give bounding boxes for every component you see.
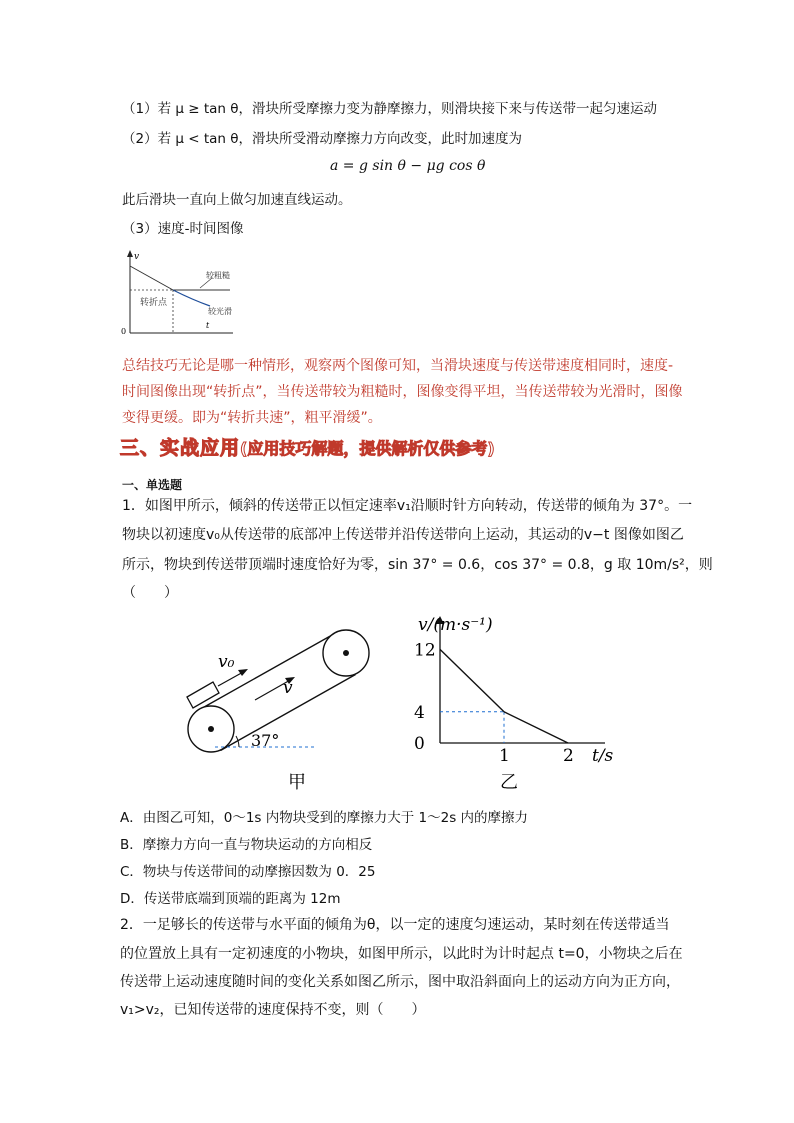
q2-line-1: 2．一足够长的传送带与水平面的倾角为θ，以一定的速度匀速运动，某时刻在传送带适当 — [120, 917, 670, 933]
q1-line-2: 物块以初速度v₀从传送带的底部冲上传送带并沿传送带向上运动，其运动的v−t 图像如图乙 — [122, 527, 684, 543]
vt-line-segment — [440, 649, 504, 711]
section-subtitle: (应用技巧解题，提供解析仅供参考) — [240, 439, 495, 458]
q1-line-4: （ ） — [122, 585, 178, 601]
q2-line-2: 的位置放上具有一定初速度的小物块，如图甲所示，以此时为计时起点 t=0，小物块之后在 — [120, 946, 683, 962]
case-2-text: （2）若 μ < tan θ，滑块所受滑动摩擦力方向改变，此时加速度为 — [122, 131, 523, 147]
section-title: 三、实战应用 — [120, 437, 241, 459]
option-c[interactable]: C．物块与传送带间的动摩擦因数为 0．25 — [120, 864, 376, 880]
x-axis-label: t/s — [592, 746, 614, 766]
small-t-label: t — [206, 321, 210, 330]
y-tick-label: 12 — [414, 640, 436, 661]
small-origin-label: 0 — [121, 327, 127, 336]
after-text: 此后滑块一直向上做匀加速直线运动。 — [122, 192, 352, 208]
y-tick-label: 4 — [414, 702, 425, 723]
summary-line-2: 时间图像出现“转折点”，当传送带较为粗糙时，图像变得平坦，当传送带较为光滑时，图像 — [122, 384, 683, 400]
acceleration-formula: a = g sin θ − μg cos θ — [330, 158, 486, 174]
y-axis-label: v/(m·s⁻¹) — [418, 615, 493, 635]
section-header — [120, 433, 495, 460]
q1-line-3: 所示，物块到传送带顶端时速度恰好为零，sin 37° = 0.6，cos 37° = 0.8，g 取 10m/s²，则 — [122, 557, 713, 573]
caption-yi: 乙 — [500, 772, 518, 793]
summary-line-1: 总结技巧无论是哪一种情形，观察两个图像可知，当滑块速度与传送带速度相同时，速度- — [122, 358, 674, 374]
v-label: v — [283, 678, 293, 698]
small-label-smooth: 较光滑 — [208, 307, 232, 316]
question-type: 一、单选题 — [122, 478, 183, 492]
angle-label: 37° — [251, 731, 280, 750]
case-3-text: （3）速度-时间图像 — [122, 221, 244, 237]
caption-jia: 甲 — [288, 772, 306, 793]
small-label-turn: 转折点 — [140, 298, 168, 308]
figure-yi-vt-chart — [400, 610, 630, 797]
option-b[interactable]: B．摩擦力方向一直与物块运动的方向相反 — [120, 837, 373, 853]
option-d[interactable]: D．传送带底端到顶端的距离为 12m — [120, 891, 341, 907]
case-1-text: （1）若 μ ≥ tan θ，滑块所受摩擦力变为静摩擦力，则滑块接下来与传送带一起匀速运动 — [122, 101, 658, 117]
q2-line-4: v₁>v₂，已知传送带的速度保持不变，则（ ） — [120, 1002, 426, 1018]
small-vt-graph — [118, 248, 253, 340]
v0-label: v₀ — [218, 652, 235, 672]
option-a[interactable]: A．由图乙可知，0～1s 内物块受到的摩擦力大于 1～2s 内的摩擦力 — [120, 810, 529, 826]
x-tick-label: 2 — [563, 746, 574, 766]
small-v-label: v — [134, 252, 140, 262]
small-label-rough: 较粗糙 — [206, 271, 230, 280]
vt-line-segment — [504, 712, 568, 743]
y-tick-label: 0 — [414, 734, 425, 754]
x-tick-label: 1 — [499, 746, 510, 766]
summary-line-3: 变得更缓。即为“转折共速”，粗平滑缓”。 — [122, 410, 382, 426]
q1-line-1: 1．如图甲所示，倾斜的传送带正以恒定速率v₁沿顺时针方向转动，传送带的倾角为 37°。一 — [122, 498, 693, 514]
figure-jia-conveyor — [175, 622, 385, 797]
q2-line-3: 传送带上运动速度随时间的变化关系如图乙所示，图中取沿斜面向上的运动方向为正方向， — [120, 974, 680, 990]
